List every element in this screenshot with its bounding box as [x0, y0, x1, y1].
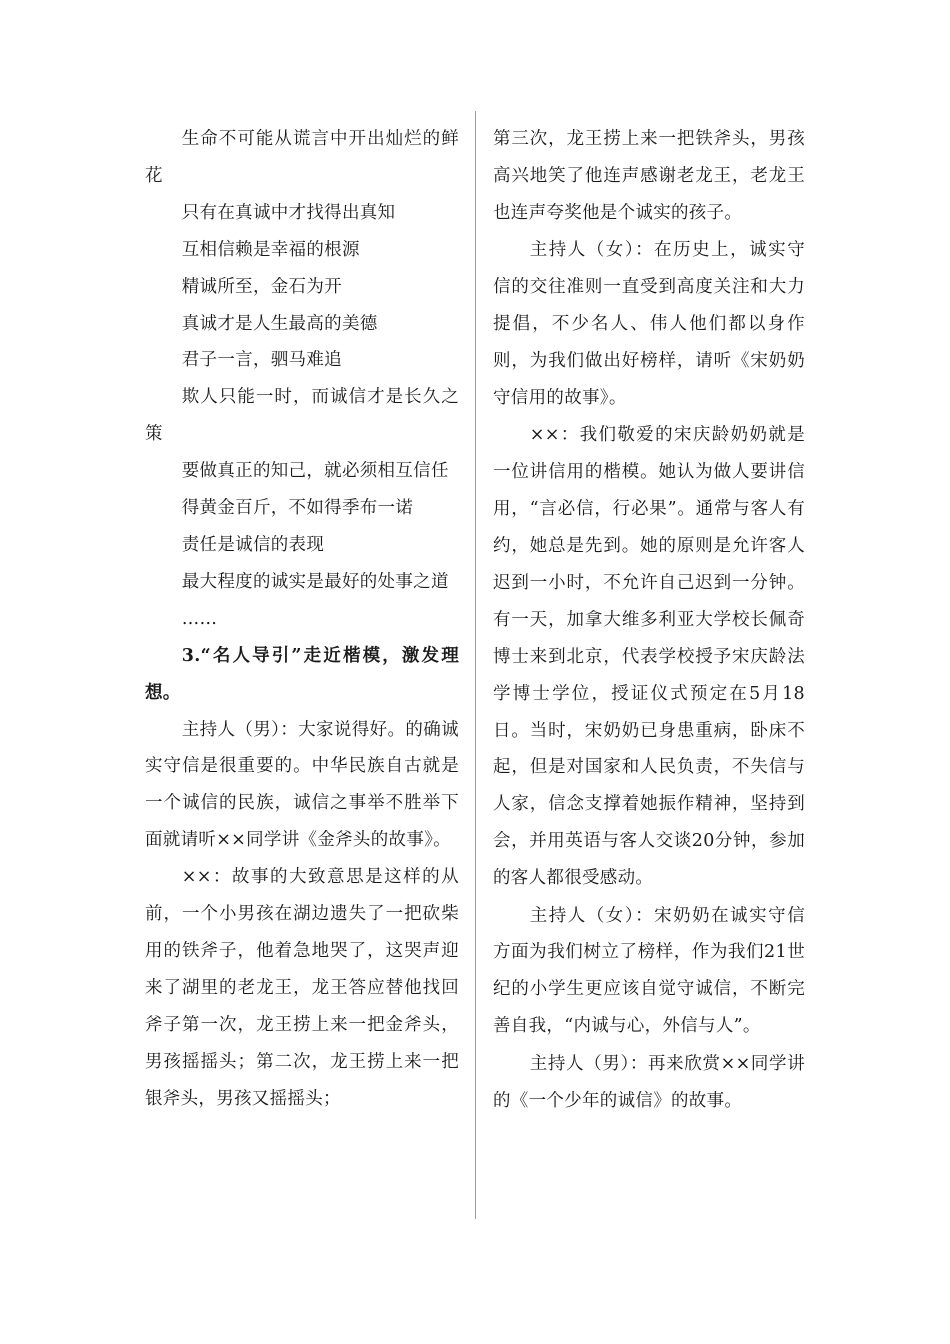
paragraph: ××：我们敬爱的宋庆龄奶奶就是一位讲信用的楷模。她认为做人要讲信用，“言必信，行必果”。通常与客人有约，她总是先到。她的原则是允许客人迟到一小时，不允许自己迟到一分钟。有一天，加拿大维多利亚大学校长佩奇博士来到北京，代表学校授予宋庆龄法学博士学位，授证仪式预定在5月18日。当时，宋奶奶已身患重病，卧床不起，但是对国家和人民负责，不失信与人家，信念支撑着她振作精神，坚持到会，并用英语与客人交谈20分钟，参加的客人都很受感动。	[493, 425, 805, 889]
quote-line: 只有在真诚中才找得出真知	[181, 202, 396, 223]
quote-line: 得黄金百斤，不如得季布一诺	[181, 498, 414, 519]
section-heading: 3.“名人导引”走近楷模，激发理想。	[145, 645, 459, 703]
paragraph: 第三次，龙王捞上来一把铁斧头，男孩高兴地笑了他连声感谢老龙王，老龙王也连声夸奖他是个诚实的孩子。	[493, 129, 805, 223]
quote-line: 要做真正的知己，就必须相互信任	[181, 461, 449, 482]
ellipsis-line: ……	[181, 608, 218, 629]
column-divider	[475, 111, 476, 1219]
paragraph: 主持人（男）：大家说得好。的确诚实守信是很重要的。中华民族自古就是一个诚信的民族，诚信之事举不胜举下面就请听××同学讲《金斧头的故事》。	[145, 719, 459, 851]
right-column	[493, 121, 805, 1119]
paragraph: 主持人（男）：再来欣赏××同学讲的《一个少年的诚信》的故事。	[493, 1053, 805, 1111]
quote-line: 君子一言，驷马难追	[181, 350, 342, 371]
quote-line: 精诚所至，金石为开	[181, 276, 342, 297]
quote-line: 最大程度的诚实是最好的处事之道	[181, 571, 449, 592]
left-column	[145, 121, 459, 1117]
quote-line: 欺人只能一时，而诚信才是长久之策	[145, 387, 459, 445]
quote-line: 互相信赖是幸福的根源	[181, 239, 360, 260]
quote-line: 责任是诚信的表现	[181, 534, 325, 555]
paragraph: 主持人（女）：宋奶奶在诚实守信方面为我们树立了榜样，作为我们21世纪的小学生更应该自觉守诚信，不断完善自我，“内诚与心，外信与人”。	[493, 905, 805, 1037]
quote-line: 生命不可能从谎言中开出灿烂的鲜花	[145, 129, 459, 186]
paragraph: 主持人（女）：在历史上，诚实守信的交往准则一直受到高度关注和大力提倡，不少名人、伟人他们都以身作则，为我们做出好榜样，请听《宋奶奶守信用的故事》。	[493, 240, 805, 408]
quote-line: 真诚才是人生最高的美德	[181, 313, 378, 334]
paragraph: ××：故事的大致意思是这样的从前，一个小男孩在湖边遗失了一把砍柴用的铁斧子，他着急地哭了，这哭声迎来了湖里的老龙王，龙王答应替他找回斧子第一次，龙王捞上来一把金斧头，男孩摇摇头；第二次，龙王捞上来一把银斧头，男孩又摇摇头；	[145, 867, 459, 1109]
